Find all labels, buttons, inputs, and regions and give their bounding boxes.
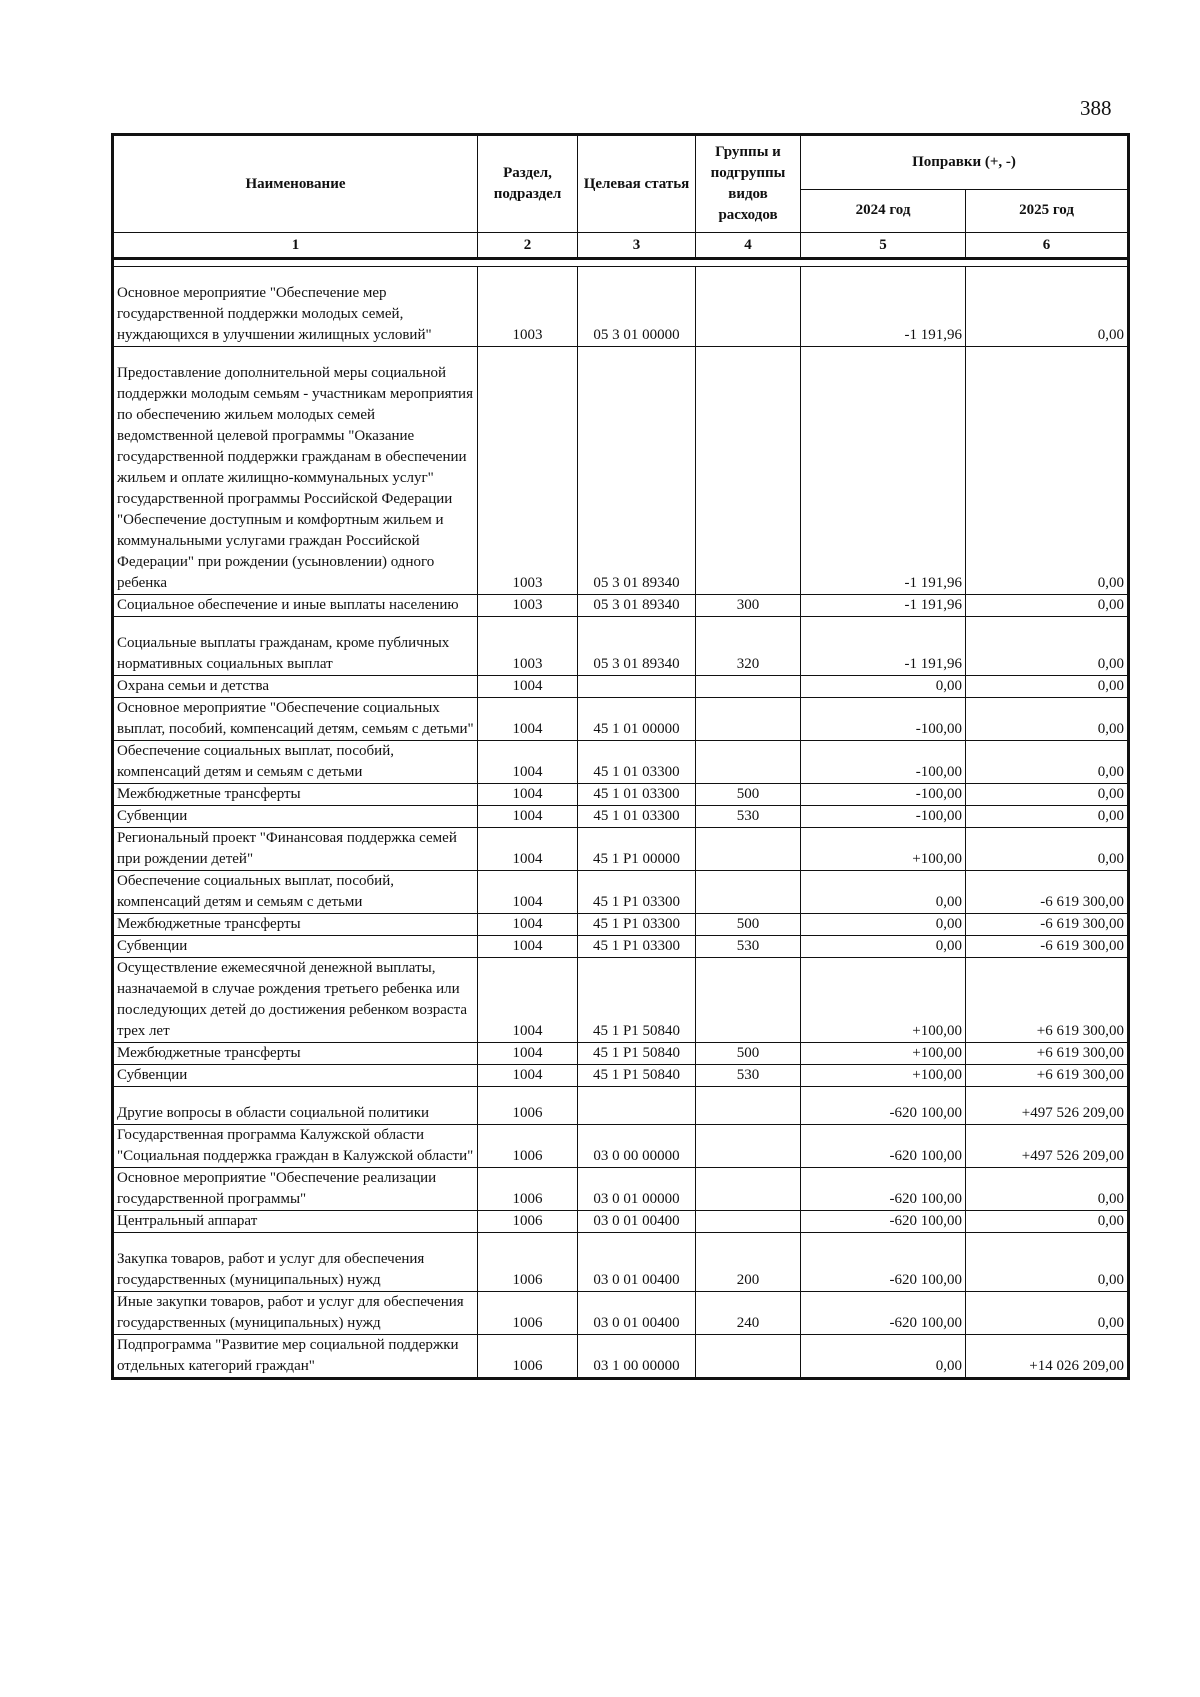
row-target-article: 45 1 P1 50840 (578, 1043, 696, 1065)
row-name: Обеспечение социальных выплат, пособий, компенсаций детям и семьям с детьми (113, 741, 478, 784)
row-amendment-2025: 0,00 (966, 1292, 1129, 1335)
row-target-article: 45 1 01 03300 (578, 741, 696, 784)
header-amendments: Поправки (+, -) (801, 135, 1129, 190)
row-expense-group (696, 741, 801, 784)
column-numbers-row (113, 233, 1129, 259)
table-row (113, 1125, 1129, 1168)
row-amendment-2024: -620 100,00 (801, 1292, 966, 1335)
header-name: Наименование (113, 135, 478, 233)
row-target-article: 03 0 01 00400 (578, 1292, 696, 1335)
row-target-article: 03 0 01 00400 (578, 1233, 696, 1292)
row-expense-group: 500 (696, 1043, 801, 1065)
row-section: 1004 (478, 784, 578, 806)
row-amendment-2025: +497 526 209,00 (966, 1125, 1129, 1168)
row-section: 1004 (478, 958, 578, 1043)
row-amendment-2024: -1 191,96 (801, 595, 966, 617)
row-expense-group: 240 (696, 1292, 801, 1335)
row-target-article: 45 1 P1 03300 (578, 936, 696, 958)
row-amendment-2024: -620 100,00 (801, 1233, 966, 1292)
row-section: 1006 (478, 1125, 578, 1168)
row-name: Основное мероприятие "Обеспечение мер государственной поддержки молодых семей, нуждающихся в улучшении жилищных условий" (113, 267, 478, 347)
column-number: 6 (966, 233, 1129, 259)
row-expense-group: 300 (696, 595, 801, 617)
row-target-article: 03 1 00 00000 (578, 1335, 696, 1379)
row-section: 1006 (478, 1292, 578, 1335)
table-row (113, 871, 1129, 914)
row-section: 1006 (478, 1168, 578, 1211)
row-amendment-2024: +100,00 (801, 1065, 966, 1087)
table-row (113, 1211, 1129, 1233)
row-name: Осуществление ежемесячной денежной выплаты, назначаемой в случае рождения третьего ребенка или последующих детей до достижения ребенком возраста трех лет (113, 958, 478, 1043)
row-section: 1006 (478, 1211, 578, 1233)
row-target-article: 03 0 00 00000 (578, 1125, 696, 1168)
table-header (113, 135, 1129, 267)
row-expense-group: 530 (696, 1065, 801, 1087)
header-groups: Группы и подгруппы видов расходов (696, 135, 801, 233)
row-name: Основное мероприятие "Обеспечение социальных выплат, пособий, компенсаций детям, семьям с детьми" (113, 698, 478, 741)
row-expense-group: 500 (696, 784, 801, 806)
row-name: Субвенции (113, 806, 478, 828)
row-expense-group (696, 1168, 801, 1211)
column-number: 5 (801, 233, 966, 259)
row-amendment-2025: 0,00 (966, 741, 1129, 784)
row-target-article: 45 1 01 03300 (578, 806, 696, 828)
column-number: 1 (113, 233, 478, 259)
table-row (113, 595, 1129, 617)
table-row (113, 1065, 1129, 1087)
table-row (113, 1087, 1129, 1125)
row-section: 1006 (478, 1233, 578, 1292)
row-expense-group (696, 1125, 801, 1168)
row-expense-group (696, 347, 801, 595)
row-name: Субвенции (113, 1065, 478, 1087)
page-number: 388 (1080, 96, 1112, 120)
row-name: Основное мероприятие "Обеспечение реализации государственной программы" (113, 1168, 478, 1211)
row-expense-group (696, 1087, 801, 1125)
table-row (113, 267, 1129, 347)
row-section: 1006 (478, 1335, 578, 1379)
row-amendment-2024: +100,00 (801, 828, 966, 871)
row-expense-group: 530 (696, 806, 801, 828)
table-row (113, 828, 1129, 871)
row-amendment-2025: 0,00 (966, 828, 1129, 871)
row-section: 1004 (478, 1043, 578, 1065)
row-name: Социальное обеспечение и иные выплаты населению (113, 595, 478, 617)
table-row (113, 347, 1129, 595)
row-name: Закупка товаров, работ и услуг для обеспечения государственных (муниципальных) нужд (113, 1233, 478, 1292)
row-name: Межбюджетные трансферты (113, 1043, 478, 1065)
row-expense-group (696, 1335, 801, 1379)
row-amendment-2025: 0,00 (966, 595, 1129, 617)
table-row (113, 617, 1129, 676)
table-row (113, 936, 1129, 958)
row-amendment-2025: 0,00 (966, 784, 1129, 806)
row-name: Социальные выплаты гражданам, кроме публичных нормативных социальных выплат (113, 617, 478, 676)
row-name: Субвенции (113, 936, 478, 958)
row-expense-group (696, 1211, 801, 1233)
row-target-article: 05 3 01 89340 (578, 347, 696, 595)
row-amendment-2025: 0,00 (966, 347, 1129, 595)
row-amendment-2024: -620 100,00 (801, 1087, 966, 1125)
row-name: Межбюджетные трансферты (113, 914, 478, 936)
row-expense-group (696, 267, 801, 347)
row-amendment-2025: 0,00 (966, 1168, 1129, 1211)
row-section: 1004 (478, 741, 578, 784)
row-amendment-2025: 0,00 (966, 806, 1129, 828)
row-target-article: 03 0 01 00000 (578, 1168, 696, 1211)
row-amendment-2025: +6 619 300,00 (966, 1043, 1129, 1065)
row-expense-group: 530 (696, 936, 801, 958)
row-amendment-2024: 0,00 (801, 914, 966, 936)
table-row (113, 1292, 1129, 1335)
row-amendment-2025: -6 619 300,00 (966, 871, 1129, 914)
row-expense-group: 500 (696, 914, 801, 936)
row-section: 1003 (478, 617, 578, 676)
row-target-article (578, 676, 696, 698)
row-section: 1004 (478, 698, 578, 741)
row-target-article: 45 1 P1 50840 (578, 1065, 696, 1087)
row-name: Охрана семьи и детства (113, 676, 478, 698)
header-section: Раздел, подраздел (478, 135, 578, 233)
row-section: 1004 (478, 914, 578, 936)
row-amendment-2025: 0,00 (966, 676, 1129, 698)
row-name: Другие вопросы в области социальной политики (113, 1087, 478, 1125)
row-name: Иные закупки товаров, работ и услуг для обеспечения государственных (муниципальных) нужд (113, 1292, 478, 1335)
row-target-article: 45 1 01 00000 (578, 698, 696, 741)
row-section: 1004 (478, 806, 578, 828)
row-amendment-2024: -620 100,00 (801, 1168, 966, 1211)
row-name: Государственная программа Калужской области "Социальная поддержка граждан в Калужской области" (113, 1125, 478, 1168)
row-amendment-2024: -100,00 (801, 806, 966, 828)
row-amendment-2024: 0,00 (801, 871, 966, 914)
row-amendment-2024: -1 191,96 (801, 347, 966, 595)
row-target-article: 45 1 P1 50840 (578, 958, 696, 1043)
row-expense-group (696, 676, 801, 698)
row-expense-group (696, 828, 801, 871)
row-target-article: 45 1 P1 00000 (578, 828, 696, 871)
row-section: 1003 (478, 595, 578, 617)
row-name: Подпрограмма "Развитие мер социальной поддержки отдельных категорий граждан" (113, 1335, 478, 1379)
row-section: 1004 (478, 936, 578, 958)
table-body (113, 267, 1129, 1379)
row-name: Обеспечение социальных выплат, пособий, компенсаций детям и семьям с детьми (113, 871, 478, 914)
row-amendment-2024: -100,00 (801, 698, 966, 741)
row-target-article: 45 1 01 03300 (578, 784, 696, 806)
row-amendment-2024: +100,00 (801, 958, 966, 1043)
table-row (113, 741, 1129, 784)
row-name: Центральный аппарат (113, 1211, 478, 1233)
row-amendment-2024: +100,00 (801, 1043, 966, 1065)
row-amendment-2024: 0,00 (801, 676, 966, 698)
row-amendment-2025: +6 619 300,00 (966, 1065, 1129, 1087)
row-amendment-2025: 0,00 (966, 1233, 1129, 1292)
table-row (113, 1168, 1129, 1211)
row-section: 1003 (478, 347, 578, 595)
row-amendment-2024: -100,00 (801, 784, 966, 806)
row-amendment-2025: -6 619 300,00 (966, 914, 1129, 936)
row-name: Предоставление дополнительной меры социальной поддержки молодым семьям - участникам мероприятия по обеспечению жильем молодых семей ведомственной целевой программы "Оказание государственной поддержки гражданам в обеспечении жильем и оплате жилищно-коммунальных услуг" государственной программы Российской Федерации "Обеспечение доступным и комфортным жильем и коммунальными услугами граждан Российской Федерации" при рождении (усыновлении) одного ребенка (113, 347, 478, 595)
row-target-article: 45 1 P1 03300 (578, 914, 696, 936)
header-target: Целевая статья (578, 135, 696, 233)
row-amendment-2024: -100,00 (801, 741, 966, 784)
table-row (113, 914, 1129, 936)
row-name: Межбюджетные трансферты (113, 784, 478, 806)
row-amendment-2025: 0,00 (966, 267, 1129, 347)
column-number: 3 (578, 233, 696, 259)
row-section: 1004 (478, 1065, 578, 1087)
header-year-2025: 2025 год (966, 189, 1129, 232)
table-row (113, 1335, 1129, 1379)
row-expense-group: 320 (696, 617, 801, 676)
row-target-article: 05 3 01 00000 (578, 267, 696, 347)
row-amendment-2024: 0,00 (801, 1335, 966, 1379)
row-amendment-2024: -1 191,96 (801, 617, 966, 676)
row-section: 1004 (478, 676, 578, 698)
row-amendment-2025: +497 526 209,00 (966, 1087, 1129, 1125)
row-name: Региональный проект "Финансовая поддержка семей при рождении детей" (113, 828, 478, 871)
row-amendment-2024: 0,00 (801, 936, 966, 958)
row-amendment-2025: -6 619 300,00 (966, 936, 1129, 958)
row-amendment-2025: +6 619 300,00 (966, 958, 1129, 1043)
header-year-2024: 2024 год (801, 189, 966, 232)
table-row (113, 806, 1129, 828)
row-expense-group: 200 (696, 1233, 801, 1292)
row-amendment-2025: 0,00 (966, 1211, 1129, 1233)
table-row (113, 698, 1129, 741)
row-amendment-2025: 0,00 (966, 698, 1129, 741)
table-row (113, 1233, 1129, 1292)
row-target-article: 45 1 P1 03300 (578, 871, 696, 914)
row-amendment-2024: -620 100,00 (801, 1211, 966, 1233)
row-target-article: 05 3 01 89340 (578, 617, 696, 676)
row-section: 1006 (478, 1087, 578, 1125)
row-section: 1004 (478, 871, 578, 914)
column-number: 4 (696, 233, 801, 259)
row-section: 1004 (478, 828, 578, 871)
row-amendment-2025: +14 026 209,00 (966, 1335, 1129, 1379)
row-amendment-2024: -620 100,00 (801, 1125, 966, 1168)
row-amendment-2024: -1 191,96 (801, 267, 966, 347)
row-expense-group (696, 958, 801, 1043)
budget-amendments-table (111, 133, 1130, 1380)
row-target-article (578, 1087, 696, 1125)
table-row (113, 676, 1129, 698)
column-number: 2 (478, 233, 578, 259)
row-target-article: 05 3 01 89340 (578, 595, 696, 617)
table-row (113, 784, 1129, 806)
row-amendment-2025: 0,00 (966, 617, 1129, 676)
table-row (113, 1043, 1129, 1065)
row-target-article: 03 0 01 00400 (578, 1211, 696, 1233)
row-expense-group (696, 871, 801, 914)
row-section: 1003 (478, 267, 578, 347)
table-row (113, 958, 1129, 1043)
row-expense-group (696, 698, 801, 741)
